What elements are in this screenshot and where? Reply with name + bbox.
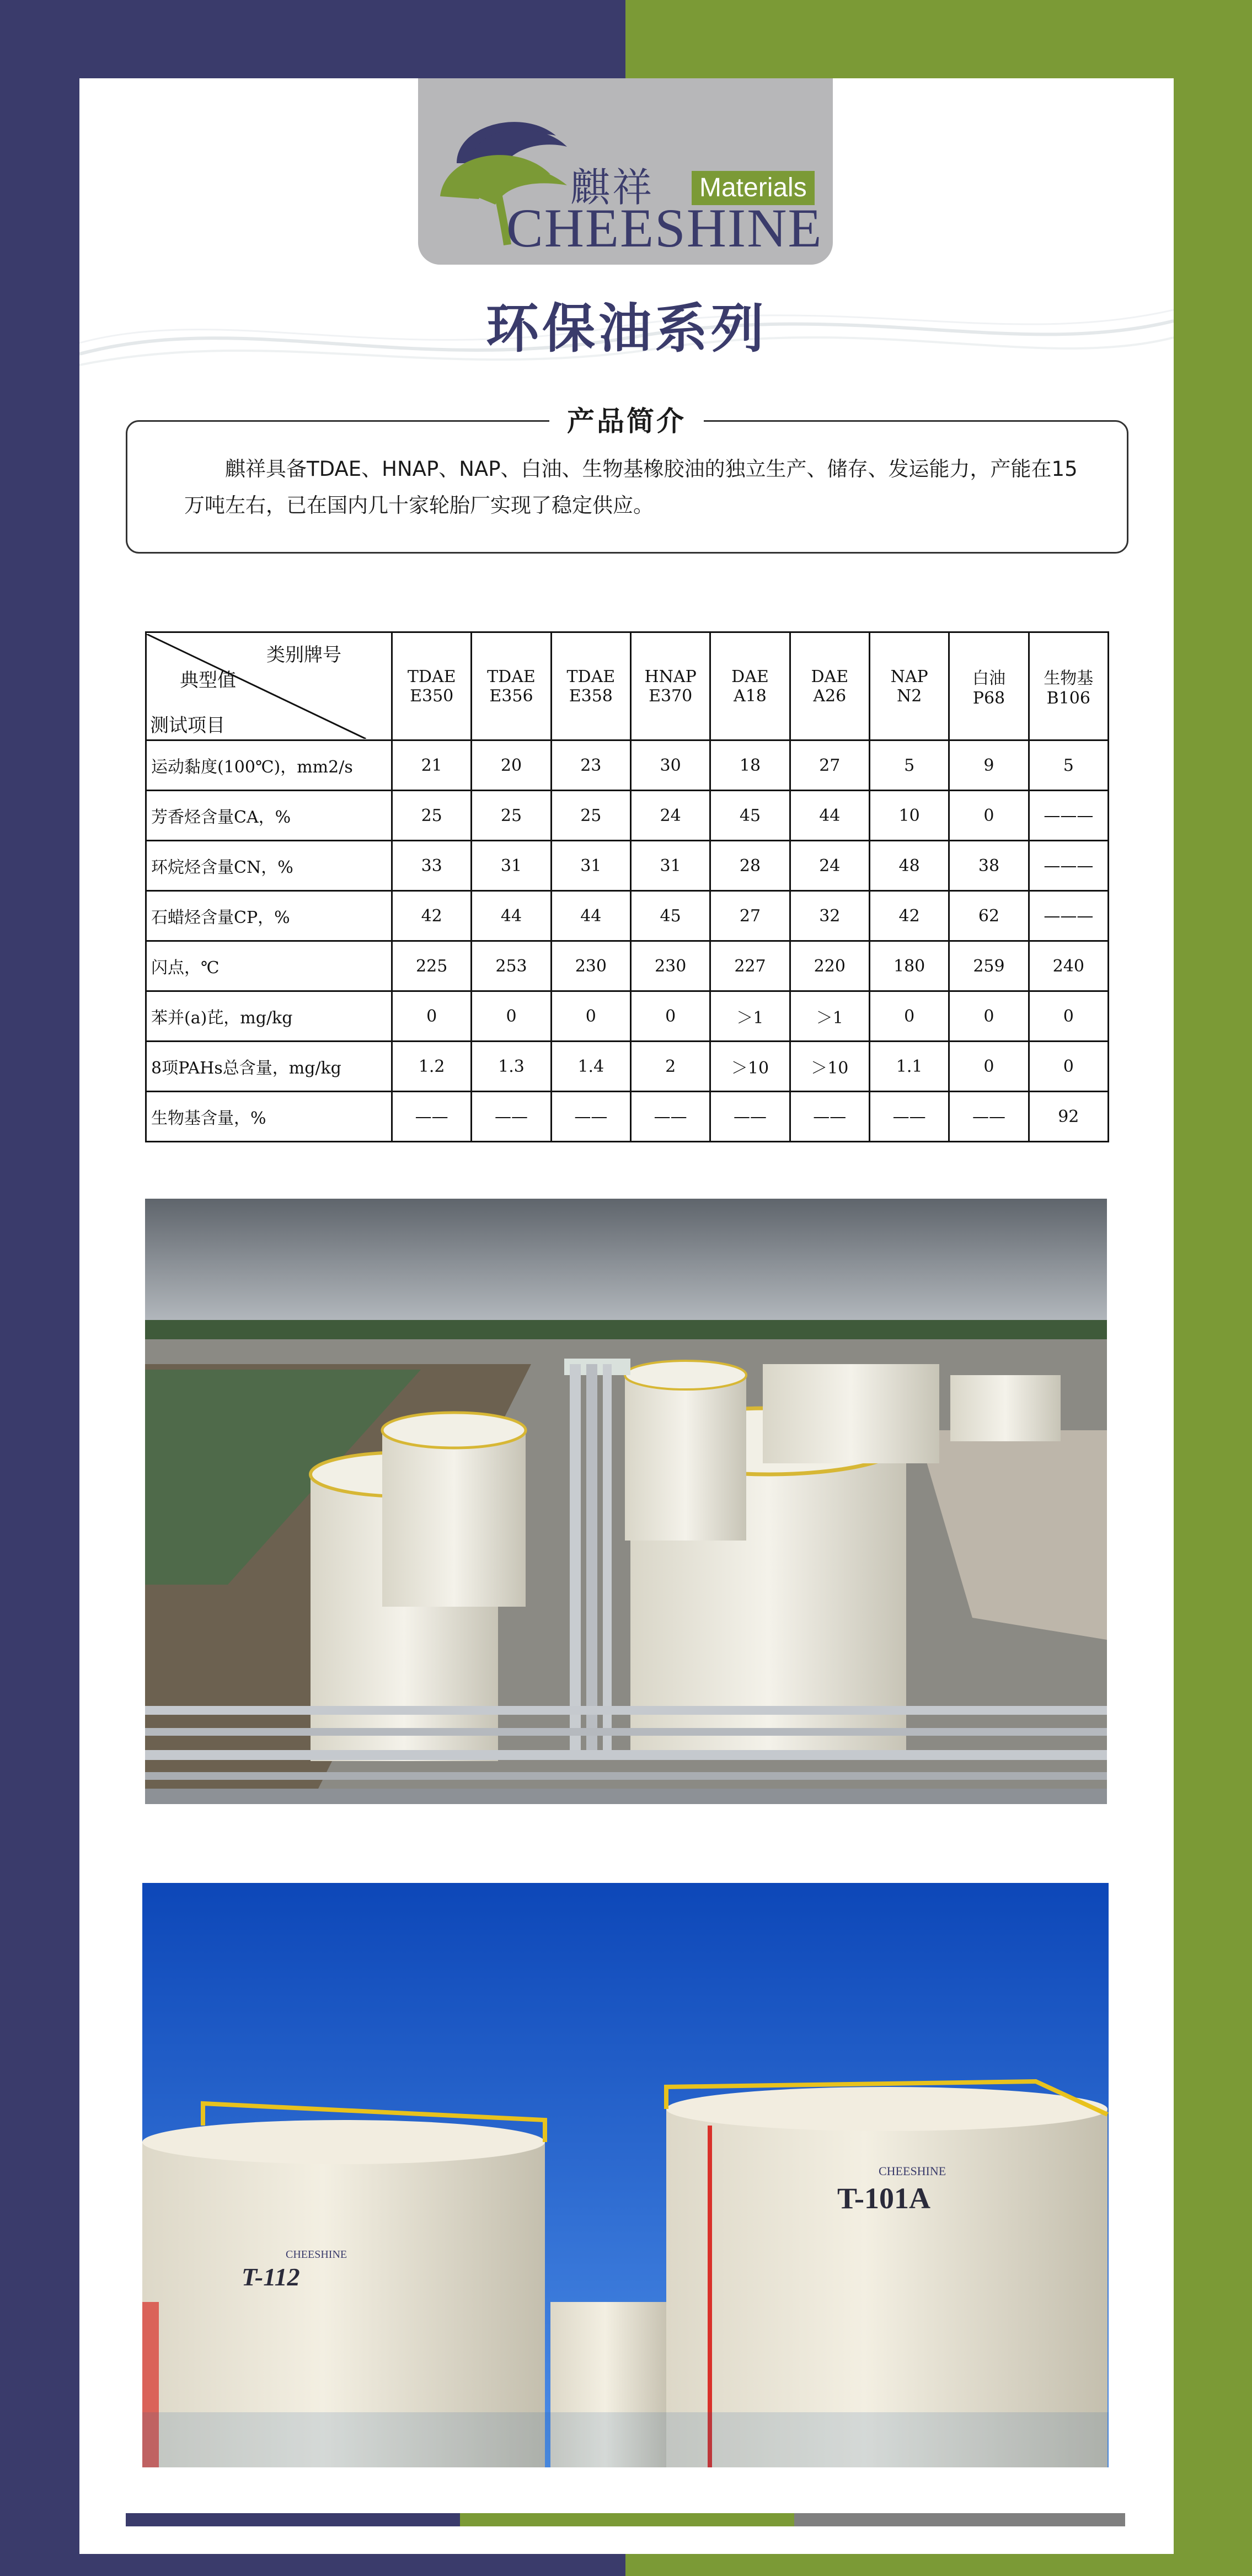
table-cell: 42 — [869, 891, 949, 941]
table-cell: 42 — [392, 891, 472, 941]
tank-farm-photo — [145, 1199, 1107, 1804]
table-cell: 44 — [472, 891, 551, 941]
table-cell: 259 — [949, 941, 1029, 991]
row-label: 运动黏度(100℃)，mm2/s — [146, 740, 392, 791]
footer-bar-gray — [794, 2513, 1125, 2526]
column-header — [630, 632, 710, 740]
table-cell: —— — [790, 1092, 869, 1142]
table-cell: 0 — [949, 791, 1029, 841]
column-header-line1: DAE — [811, 667, 849, 686]
column-header-line1: TDAE — [487, 667, 536, 686]
table-cell: 62 — [949, 891, 1029, 941]
table-cell: 253 — [472, 941, 551, 991]
table-cell: 9 — [949, 740, 1029, 791]
table-cell: ——— — [1029, 891, 1108, 941]
table-corner-cell — [146, 632, 392, 740]
table-cell: —— — [551, 1092, 630, 1142]
intro-heading: 产品简介 — [549, 399, 704, 439]
table-cell: —— — [869, 1092, 949, 1142]
table-cell: 0 — [630, 991, 710, 1042]
table-cell: ＞10 — [790, 1042, 869, 1092]
tank-label-right: T-101A — [837, 2182, 931, 2215]
column-header-line2: N2 — [896, 686, 922, 706]
table-cell: 230 — [551, 941, 630, 991]
table-cell: 27 — [790, 740, 869, 791]
corner-typical-label: 典型值 — [180, 669, 236, 691]
table-cell: 225 — [392, 941, 472, 991]
column-header-line1: HNAP — [644, 667, 697, 686]
footer-bar-green — [460, 2513, 794, 2526]
intro-heading-wrap — [79, 399, 1174, 439]
table-header-row — [146, 632, 1109, 740]
row-label: 芳香烃含量CA，% — [146, 791, 392, 841]
table-cell: 25 — [472, 791, 551, 841]
logo-chinese-name: 麒祥 — [570, 164, 655, 211]
table-cell: ——— — [1029, 841, 1108, 891]
table-cell: 240 — [1029, 941, 1108, 991]
tank-label-left: T-112 — [242, 2263, 300, 2291]
table-cell: 180 — [869, 941, 949, 991]
column-header-line2: E350 — [410, 686, 454, 706]
table-cell: 45 — [710, 791, 790, 841]
table-cell: 31 — [472, 841, 551, 891]
table-cell: 92 — [1029, 1092, 1108, 1142]
column-header-line2: B106 — [1046, 689, 1090, 708]
table-cell: 32 — [790, 891, 869, 941]
table-cell: 31 — [551, 841, 630, 891]
poster-card — [79, 78, 1174, 2554]
table-cell: 38 — [949, 841, 1029, 891]
table-cell: 44 — [790, 791, 869, 841]
table-cell: 20 — [472, 740, 551, 791]
row-label: 苯并(a)芘，mg/kg — [146, 991, 392, 1042]
table-row — [146, 1092, 1109, 1142]
table-row — [146, 791, 1109, 841]
table-cell: 230 — [630, 941, 710, 991]
column-header-line2: P68 — [972, 689, 1005, 708]
table-cell: 220 — [790, 941, 869, 991]
table-cell: 5 — [869, 740, 949, 791]
spec-table — [145, 631, 1109, 1142]
table-row — [146, 941, 1109, 991]
intro-text: 麒祥具备TDAE、HNAP、NAP、白油、生物基橡胶油的独立生产、储存、发运能力，产能在15万吨左右，已在国内几十家轮胎厂实现了稳定供应。 — [184, 457, 1078, 517]
table-cell: 24 — [630, 791, 710, 841]
tank-brand-left: CHEESHINE — [286, 2248, 347, 2261]
table-cell: 30 — [630, 740, 710, 791]
table-cell: 10 — [869, 791, 949, 841]
table-cell: 1.1 — [869, 1042, 949, 1092]
footer-bar-navy — [126, 2513, 460, 2526]
table-cell: 44 — [551, 891, 630, 941]
column-header — [392, 632, 472, 740]
logo — [418, 78, 833, 265]
row-label: 石蜡烃含量CP，% — [146, 891, 392, 941]
logo-materials-tag: Materials — [692, 171, 815, 205]
column-header-line1: 白油 — [972, 669, 1005, 688]
table-cell: 2 — [630, 1042, 710, 1092]
table-cell: 0 — [392, 991, 472, 1042]
row-label: 环烷烃含量CN，% — [146, 841, 392, 891]
table-cell: 0 — [949, 991, 1029, 1042]
table-cell: ＞1 — [790, 991, 869, 1042]
column-header-line1: DAE — [731, 667, 769, 686]
column-header-line2: E358 — [569, 686, 613, 706]
column-header — [472, 632, 551, 740]
table-cell: 25 — [551, 791, 630, 841]
table-cell: ＞10 — [710, 1042, 790, 1092]
column-header-line1: 生物基 — [1044, 669, 1094, 688]
table-cell: 31 — [630, 841, 710, 891]
table-row — [146, 740, 1109, 791]
table-cell: —— — [392, 1092, 472, 1142]
column-header-line2: E356 — [489, 686, 533, 706]
column-header-line2: E370 — [649, 686, 693, 706]
corner-test-label: 测试项目 — [150, 714, 225, 737]
column-header — [710, 632, 790, 740]
table-cell: 0 — [472, 991, 551, 1042]
table-cell: ＞1 — [710, 991, 790, 1042]
column-header — [1029, 632, 1108, 740]
table-row — [146, 1042, 1109, 1092]
table-cell: 0 — [551, 991, 630, 1042]
table-cell: 45 — [630, 891, 710, 941]
column-header-line1: NAP — [890, 667, 928, 686]
corner-brand-label: 类别牌号 — [266, 643, 341, 666]
table-cell: ——— — [1029, 791, 1108, 841]
table-cell: 27 — [710, 891, 790, 941]
table-cell: 1.2 — [392, 1042, 472, 1092]
column-header-line1: TDAE — [407, 667, 456, 686]
logo-english-name: CHEESHINE — [506, 197, 823, 259]
row-label: 8项PAHs总含量，mg/kg — [146, 1042, 392, 1092]
column-header-line1: TDAE — [566, 667, 616, 686]
storage-tanks-photo — [142, 1883, 1109, 2467]
table-row — [146, 991, 1109, 1042]
table-cell: 0 — [869, 991, 949, 1042]
column-header — [551, 632, 630, 740]
column-header — [869, 632, 949, 740]
tank-brand-right: CHEESHINE — [879, 2164, 946, 2178]
row-label: 闪点，℃ — [146, 941, 392, 991]
table-cell: 227 — [710, 941, 790, 991]
column-header-line2: A18 — [734, 686, 767, 706]
table-cell: —— — [630, 1092, 710, 1142]
table-row — [146, 841, 1109, 891]
table-cell: 0 — [949, 1042, 1029, 1092]
table-cell: 5 — [1029, 740, 1108, 791]
table-cell: —— — [949, 1092, 1029, 1142]
table-cell: —— — [710, 1092, 790, 1142]
table-cell: 0 — [1029, 991, 1108, 1042]
table-cell: 0 — [1029, 1042, 1108, 1092]
table-cell: 25 — [392, 791, 472, 841]
table-cell: 1.4 — [551, 1042, 630, 1092]
table-row — [146, 891, 1109, 941]
table-cell: 1.3 — [472, 1042, 551, 1092]
table-cell: 18 — [710, 740, 790, 791]
column-header-line2: A26 — [813, 686, 847, 706]
table-cell: 23 — [551, 740, 630, 791]
page-title: 环保油系列 — [486, 298, 767, 359]
row-label: 生物基含量，% — [146, 1092, 392, 1142]
table-cell: 48 — [869, 841, 949, 891]
table-cell: 28 — [710, 841, 790, 891]
column-header — [790, 632, 869, 740]
table-cell: 21 — [392, 740, 472, 791]
table-cell: —— — [472, 1092, 551, 1142]
column-header — [949, 632, 1029, 740]
table-cell: 33 — [392, 841, 472, 891]
table-cell: 24 — [790, 841, 869, 891]
